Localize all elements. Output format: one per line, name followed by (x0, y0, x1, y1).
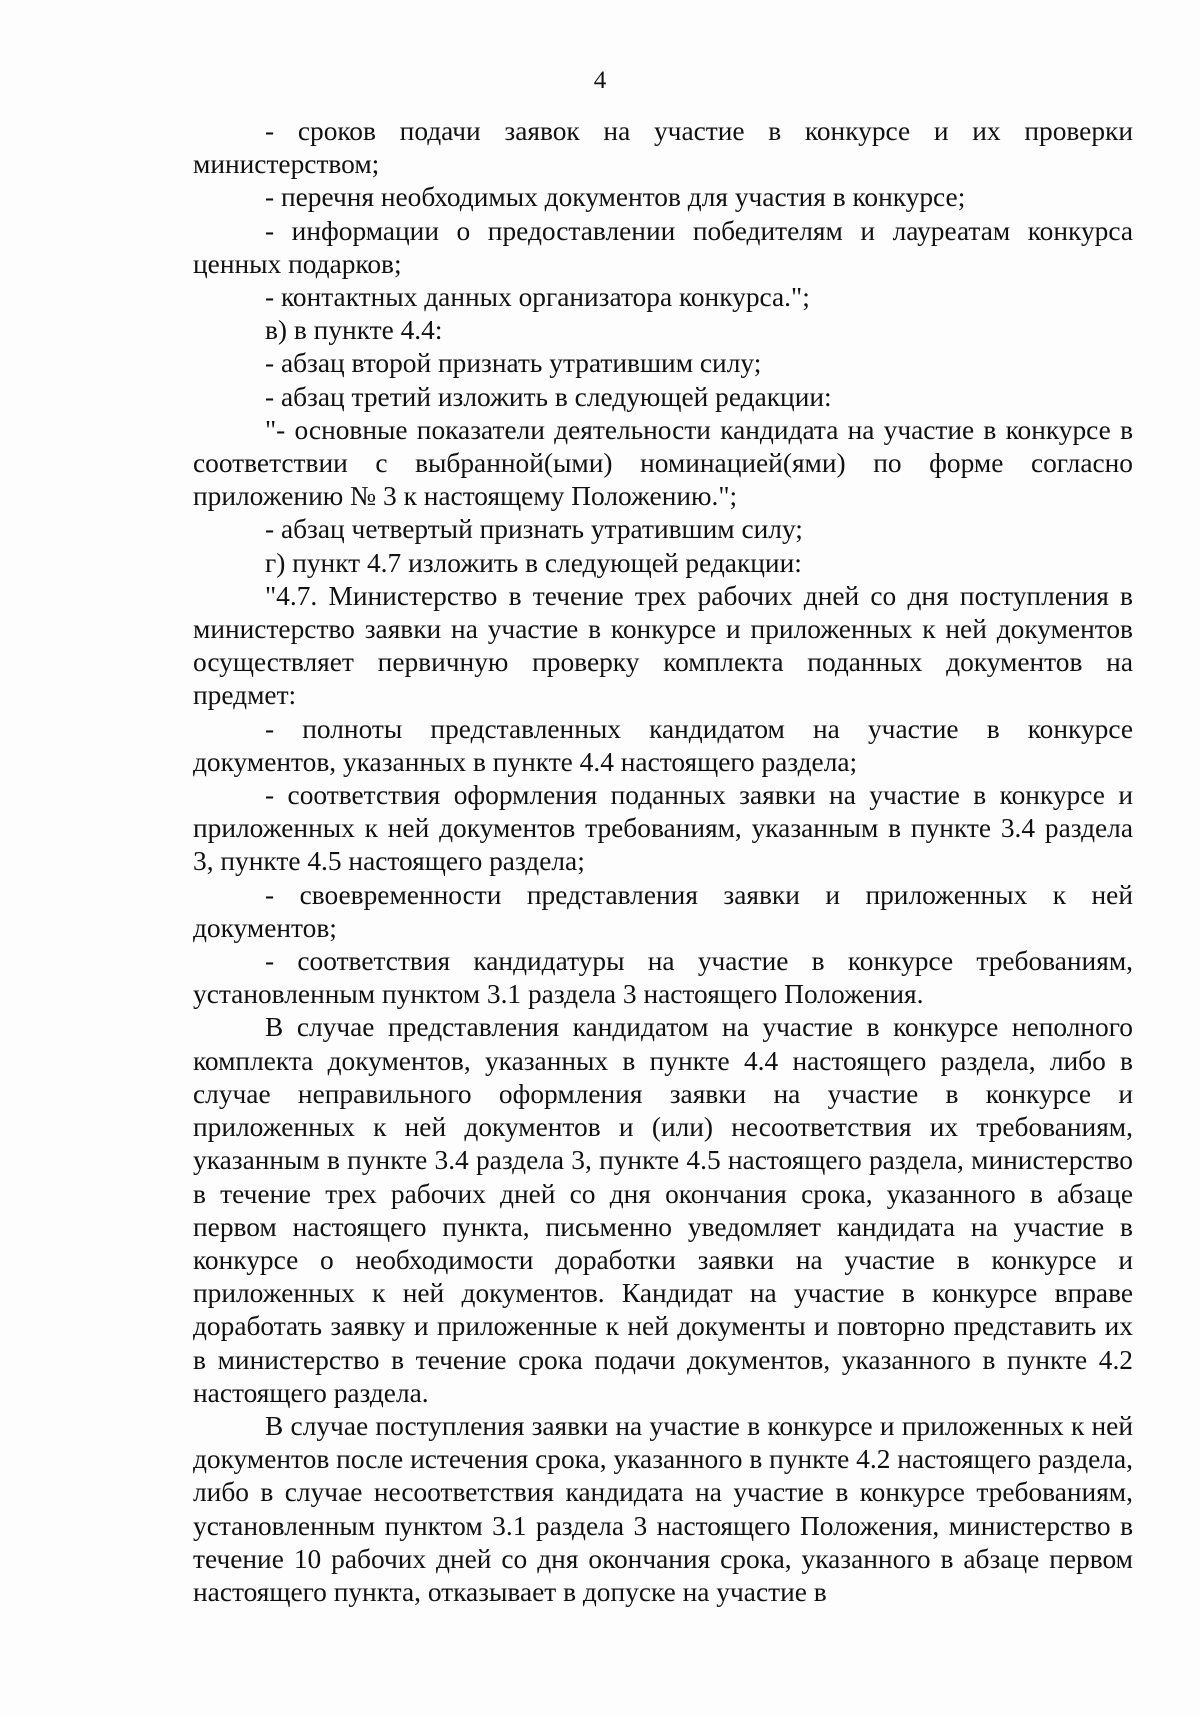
paragraph: - полноты представленных кандидатом на участие в конкурсе документов, указанных в пункте 4.4 настоящего раздела; (193, 713, 1133, 777)
page-number: 4 (593, 67, 607, 94)
paragraph: г) пункт 4.7 изложить в следующей редакции: (265, 547, 802, 578)
document-body (193, 115, 1133, 1609)
paragraph: В случае поступления заявки на участие в конкурсе и приложенных к ней документов после истечения срока, указанного в пункте 4.2 настоящего раздела, либо в случае несоответствия кандидата на участие в конкурсе требованиям, установленным пунктом 3.1 раздела 3 настоящего Положения, министерство в течение 10 рабочих дней со дня окончания срока, указанного в абзаце первом настоящего пункта, отказывает в допуске на участие в (193, 1410, 1133, 1607)
paragraph: - контактных данных организатора конкурса."; (265, 282, 810, 313)
paragraph: "4.7. Министерство в течение трех рабочих дней со дня поступления в министерство заявки на участие в конкурсе и приложенных к ней документов осуществляет первичную проверку комплекта поданных документов на предмет: (193, 580, 1133, 711)
paragraph: - перечня необходимых документов для участия в конкурсе; (265, 182, 966, 213)
paragraph: "- основные показатели деятельности кандидата на участие в конкурсе в соответствии с выбранной(ыми) номинацией(ями) по форме согласно приложению № 3 к настоящему Положению."; (193, 414, 1133, 512)
paragraph: - абзац второй признать утратившим силу; (265, 348, 762, 379)
paragraph: - своевременности представления заявки и приложенных к ней документов; (193, 879, 1133, 943)
paragraph: - сроков подачи заявок на участие в конкурсе и их проверки министерством; (193, 116, 1133, 180)
paragraph: - абзац четвертый признать утратившим силу; (265, 514, 803, 545)
paragraph: в) в пункте 4.4: (265, 315, 443, 346)
paragraph: В случае представления кандидатом на участие в конкурсе неполного комплекта документов, указанных в пункте 4.4 настоящего раздела, либо в случае неправильного оформления заявки на участие в конкурсе и приложенных к ней документов и (или) несоответствия их требованиям, указанным в пункте 3.4 раздела 3, пункте 4.5 настоящего раздела, министерство в течение трех рабочих дней со дня окончания срока, указанного в абзаце первом настоящего пункта, письменно уведомляет кандидата на участие в конкурсе о необходимости доработки заявки на участие в конкурсе и приложенных к ней документов. Кандидат на участие в конкурсе вправе доработать заявку и приложенные к ней документы и повторно представить их в министерство в течение срока подачи документов, указанного в пункте 4.2 настоящего раздела. (193, 1012, 1133, 1408)
paragraph: - абзац третий изложить в следующей редакции: (265, 381, 832, 412)
paragraph: - информации о предоставлении победителям и лауреатам конкурса ценных подарков; (193, 215, 1133, 279)
paragraph: - соответствия оформления поданных заявки на участие в конкурсе и приложенных к ней документов требованиям, указанным в пункте 3.4 раздела 3, пункте 4.5 настоящего раздела; (193, 780, 1133, 877)
paragraph: - соответствия кандидатуры на участие в конкурсе требованиям, установленным пунктом 3.1 раздела 3 настоящего Положения. (193, 946, 1133, 1010)
